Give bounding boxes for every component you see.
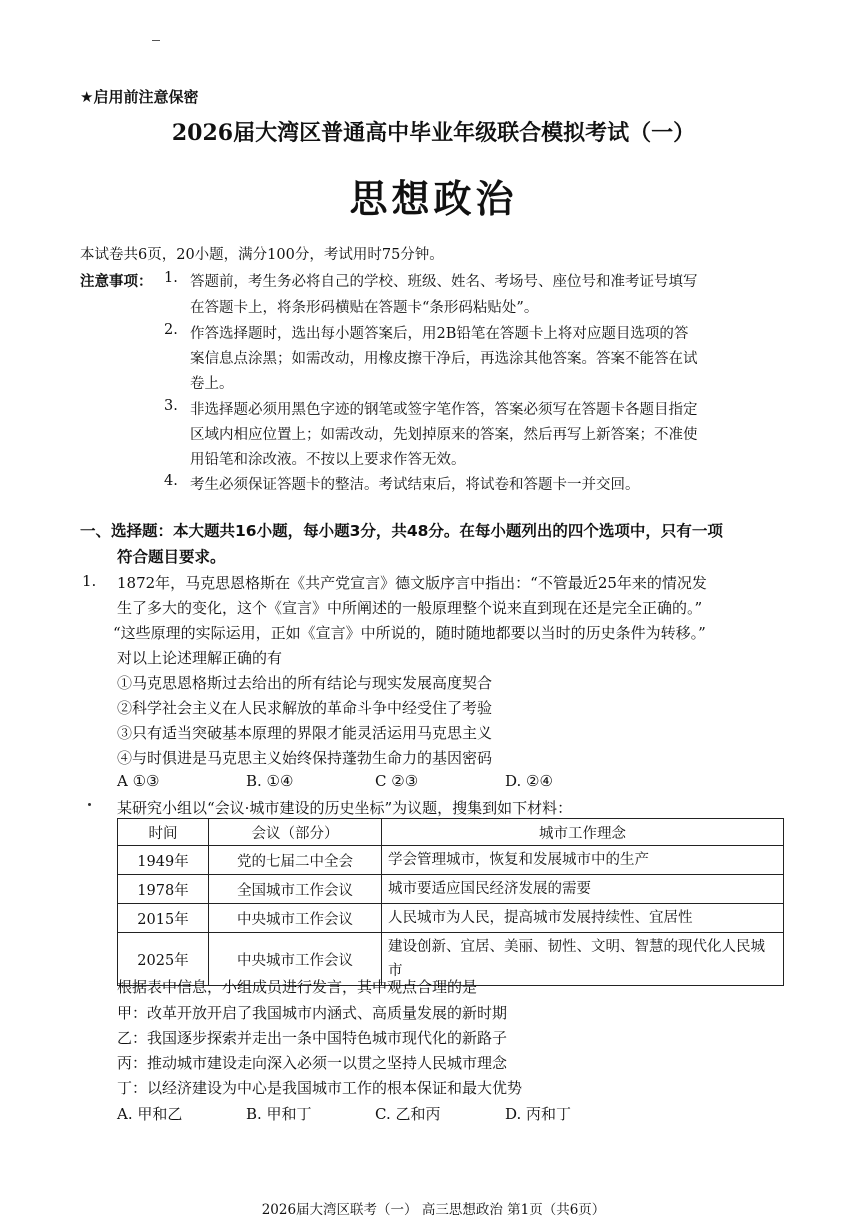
question-2-option-c: C. 乙和丙 xyxy=(375,1105,441,1123)
scan-mark xyxy=(152,40,160,41)
question-2-marker xyxy=(88,803,91,806)
table-header-time: 时间 xyxy=(118,819,209,846)
question-1-statement-1: ①马克思恩格斯过去给出的所有结论与现实发展高度契合 xyxy=(117,674,493,692)
city-work-table xyxy=(117,818,784,986)
table-cell-time: 2015年 xyxy=(118,904,209,933)
question-1-option-d: D. ②④ xyxy=(505,772,553,790)
question-1-statement-3: ③只有适当突破基本原理的界限才能灵活运用马克思主义 xyxy=(117,724,493,742)
table-cell-concept: 人民城市为人民，提高城市发展持续性、宜居性 xyxy=(382,904,784,933)
subject-title: 思想政治 xyxy=(349,176,518,221)
table-cell-concept: 城市要适应国民经济发展的需要 xyxy=(382,875,784,904)
notice-item-2-num: 2. xyxy=(164,322,178,338)
question-2-statement-jia: 甲：改革开放开启了我国城市内涵式、高质量发展的新时期 xyxy=(117,1004,508,1022)
question-2-prompt: 根据表中信息，小组成员进行发言，其中观点合理的是 xyxy=(117,978,478,996)
section-heading: 一、选择题：本大题共16小题，每小题3分，共48分。在每小题列出的四个选项中，只有一项 xyxy=(80,522,723,540)
question-2-statement-bing: 丙：推动城市建设走向深入必须一以贯之坚持人民城市理念 xyxy=(117,1054,508,1072)
table-header-row xyxy=(118,819,784,846)
question-2-option-d: D. 丙和丁 xyxy=(505,1105,572,1123)
table-cell-concept: 建设创新、宜居、美丽、韧性、文明、智慧的现代化人民城市 xyxy=(382,933,784,986)
notice-item-1-num: 1. xyxy=(164,270,178,286)
table-cell-time: 1949年 xyxy=(118,846,209,875)
notice-label: 注意事项： xyxy=(80,274,153,290)
exam-title: 2026届大湾区普通高中毕业年级联合模拟考试（一） xyxy=(171,120,696,146)
exam-meta: 本试卷共6页，20小题，满分100分，考试用时75分钟。 xyxy=(80,247,444,263)
table-cell-time: 1978年 xyxy=(118,875,209,904)
question-1-stem-line-2: 生了多大的变化，这个《宣言》中所阐述的一般原理整个说来直到现在还是完全正确的。” xyxy=(117,599,703,617)
table-header-meeting: 会议（部分） xyxy=(209,819,382,846)
table-cell-meeting: 党的七届二中全会 xyxy=(209,846,382,875)
table-header-concept: 城市工作理念 xyxy=(382,819,784,846)
table-cell-meeting: 中央城市工作会议 xyxy=(209,933,382,986)
question-2-statement-ding: 丁：以经济建设为中心是我国城市工作的根本保证和最大优势 xyxy=(117,1079,523,1097)
question-1-stem-line-1: 1872年，马克思恩格斯在《共产党宣言》德文版序言中指出：“不管最近25年来的情况发 xyxy=(117,574,707,592)
question-1-stem-line-3: “这些原理的实际运用，正如《宣言》中所说的，随时随地都要以当时的历史条件为转移。” xyxy=(113,624,706,642)
question-1-option-c: C ②③ xyxy=(375,772,419,790)
question-1-statement-2: ②科学社会主义在人民求解放的革命斗争中经受住了考验 xyxy=(117,699,493,717)
question-1-number: 1. xyxy=(82,572,97,590)
question-2-statement-yi: 乙：我国逐步探索并走出一条中国特色城市现代化的新路子 xyxy=(117,1029,508,1047)
notice-item-2-line-2: 案信息点涂黑；如需改动，用橡皮擦干净后，再选涂其他答案。答案不能答在试 xyxy=(190,351,698,367)
question-2-option-a: A. 甲和乙 xyxy=(117,1105,183,1123)
table-cell-concept: 学会管理城市，恢复和发展城市中的生产 xyxy=(382,846,784,875)
notice-item-4-num: 4. xyxy=(164,473,178,489)
notice-item-2-line-1: 作答选择题时，选出每小题答案后，用2B铅笔在答题卡上将对应题目选项的答 xyxy=(190,326,689,342)
question-1-statement-4: ④与时俱进是马克思主义始终保持蓬勃生命力的基因密码 xyxy=(117,749,493,767)
question-1-stem-line-4: 对以上论述理解正确的有 xyxy=(117,649,283,667)
section-heading-line-2: 符合题目要求。 xyxy=(117,548,226,566)
question-2-intro: 某研究小组以“会议·城市建设的历史坐标”为议题，搜集到如下材料： xyxy=(117,799,573,817)
question-2-option-b: B. 甲和丁 xyxy=(246,1105,312,1123)
table-cell-meeting: 全国城市工作会议 xyxy=(209,875,382,904)
notice-item-3-line-2: 区域内相应位置上；如需改动，先划掉原来的答案，然后再写上新答案；不准使 xyxy=(190,427,698,443)
table-row xyxy=(118,904,784,933)
page-footer: 2026届大湾区联考（一） 高三思想政治 第1页（共6页） xyxy=(261,1202,606,1218)
notice-item-2-line-3: 卷上。 xyxy=(190,376,234,392)
notice-item-3-line-1: 非选择题必须用黑色字迹的钢笔或签字笔作答，答案必须写在答题卡各题目指定 xyxy=(190,402,698,418)
notice-item-1-line-2: 在答题卡上，将条形码横贴在答题卡“条形码粘贴处”。 xyxy=(190,300,539,316)
question-1-option-a: A ①③ xyxy=(117,772,160,790)
table-row xyxy=(118,875,784,904)
table-cell-meeting: 中央城市工作会议 xyxy=(209,904,382,933)
notice-item-4-line-1: 考生必须保证答题卡的整洁。考试结束后，将试卷和答题卡一并交回。 xyxy=(190,477,640,493)
notice-item-3-num: 3. xyxy=(164,398,178,414)
table-cell-time: 2025年 xyxy=(118,933,209,986)
question-1-option-b: B. ①④ xyxy=(246,772,294,790)
table-row xyxy=(118,846,784,875)
notice-item-1-line-1: 答题前，考生务必将自己的学校、班级、姓名、考场号、座位号和准考证号填写 xyxy=(190,274,698,290)
notice-item-3-line-3: 用铅笔和涂改液。不按以上要求作答无效。 xyxy=(190,452,466,468)
confidential-label: ★启用前注意保密 xyxy=(80,88,199,106)
